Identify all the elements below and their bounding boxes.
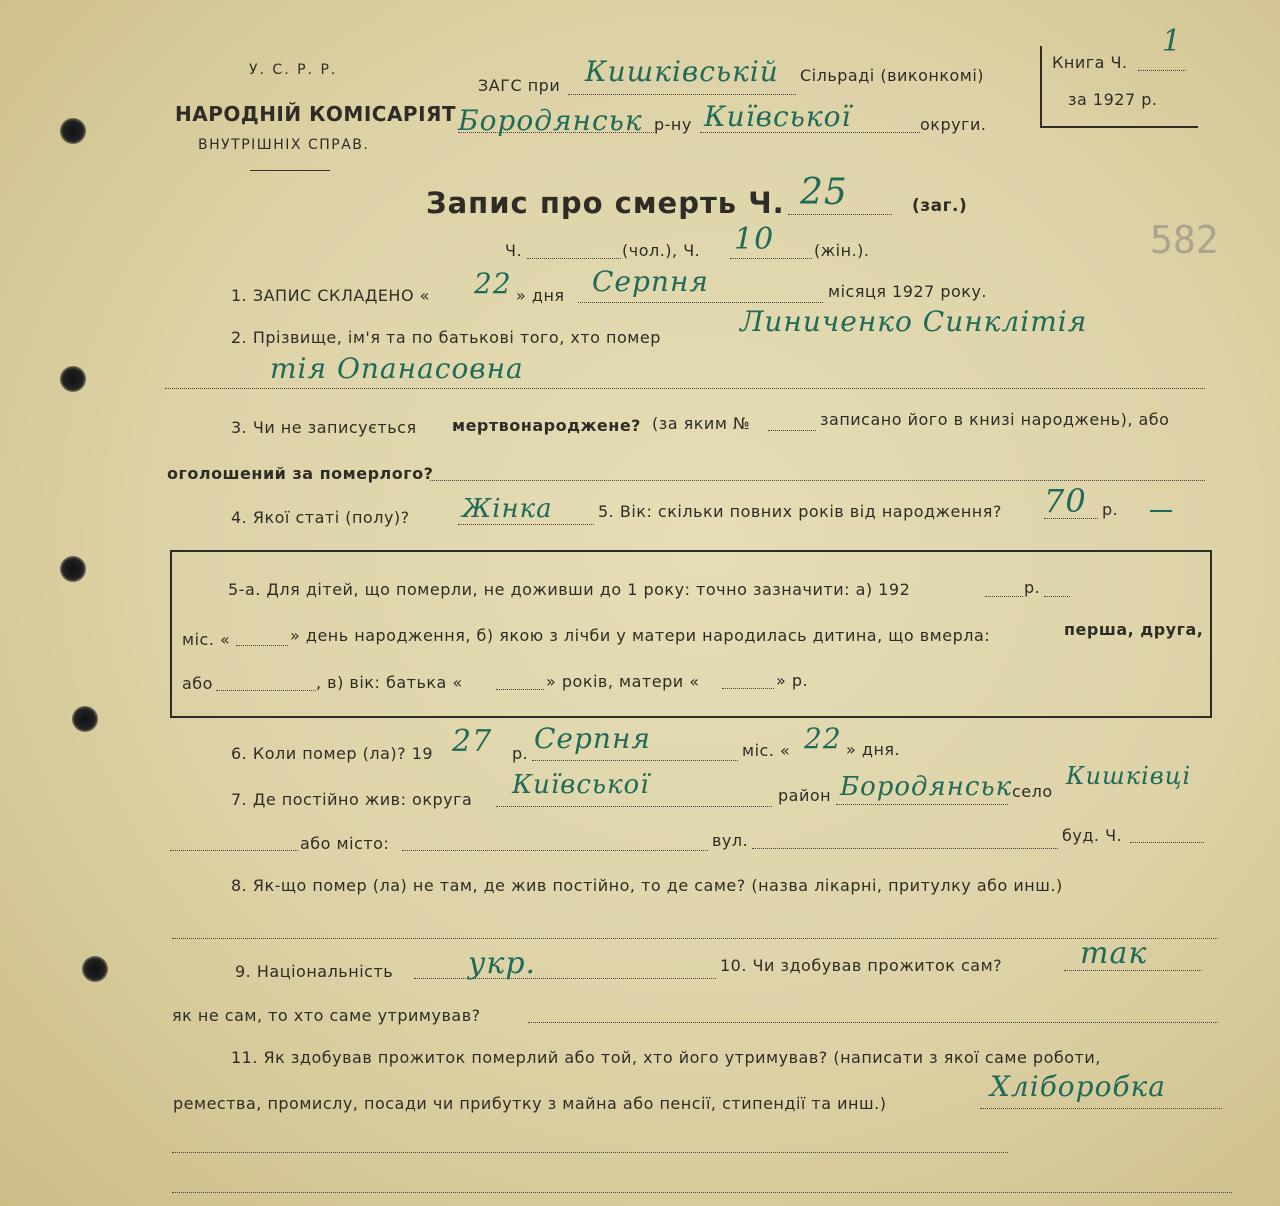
f6-month: Серпня bbox=[534, 722, 651, 755]
f11-line2: ремества, промислу, посади чи прибутку з майна або пенсії, стипендії та инш.) bbox=[173, 1094, 887, 1113]
f6-r: р. bbox=[512, 744, 529, 763]
f7-selo: село bbox=[1012, 782, 1053, 801]
rayon-name: Бородянськ bbox=[458, 104, 643, 137]
f7-label: 7. Де постійно жив: округа bbox=[231, 790, 473, 809]
f7-rayon-value: Бородянськ bbox=[840, 772, 1013, 802]
f5-dash bbox=[1150, 510, 1172, 512]
f3-line2: оголошений за померлого? bbox=[167, 464, 434, 483]
village-name: Кишківській bbox=[585, 55, 779, 88]
header-underline bbox=[250, 170, 330, 171]
f4-value: Жінка bbox=[462, 494, 553, 524]
f2-label: 2. Прізвище, ім'я та по батькові того, хто помер bbox=[231, 328, 661, 347]
record-number: 25 bbox=[800, 172, 848, 213]
f6-label: 6. Коли помер (ла)? 19 bbox=[231, 744, 434, 763]
f5a-line1: 5-а. Для дітей, що померли, не доживши до 1 року: точно зазначити: а) 192 bbox=[228, 580, 911, 599]
f10-value: так bbox=[1080, 936, 1148, 971]
book-number: 1 bbox=[1162, 24, 1183, 59]
punch-hole-2 bbox=[60, 366, 86, 392]
f1-prefix: 1. ЗАПИС СКЛАДЕНО « bbox=[231, 286, 430, 305]
f2-value-cont: тія Опанасовна bbox=[270, 352, 524, 385]
count-female: 10 bbox=[734, 222, 775, 257]
punch-hole-1 bbox=[60, 118, 86, 144]
f5a-line2-b: » день народження, б) якою з лічби у матери народилась дитина, що вмерла: bbox=[290, 626, 991, 645]
count-suffix: (жін.). bbox=[814, 241, 870, 260]
f5a-line3-c: » років, матери « bbox=[546, 672, 700, 691]
f5-value: 70 bbox=[1044, 482, 1087, 520]
f7-okruha: Київської bbox=[512, 770, 650, 800]
f3-b: мертвонароджене? bbox=[452, 416, 641, 435]
f2-value: Линиченко Синклітія bbox=[740, 305, 1088, 338]
f1-suffix: місяця 1927 року. bbox=[828, 282, 988, 301]
f5a-line2-a: міс. « bbox=[182, 630, 231, 649]
f11-value: Хліборобка bbox=[990, 1070, 1166, 1103]
f3-a: 3. Чи не записується bbox=[231, 418, 417, 437]
f10-line2: як не сам, то хто саме утримував? bbox=[172, 1006, 481, 1025]
republic-label: У. С. Р. Р. bbox=[249, 62, 338, 78]
count-male-label: (чол.), Ч. bbox=[622, 241, 701, 260]
f10-label: 10. Чи здобував прожиток сам? bbox=[720, 956, 1003, 975]
f6-day: 22 bbox=[804, 722, 842, 755]
commissariat-title: НАРОДНІЙ КОМІСАРІЯТ bbox=[175, 102, 457, 126]
record-suffix: (заг.) bbox=[912, 196, 968, 216]
f5-label: 5. Вік: скільки повних років від народження? bbox=[598, 502, 1002, 521]
f5a-line3-a: або bbox=[182, 674, 213, 693]
f7-line2-c: буд. Ч. bbox=[1062, 826, 1123, 845]
f7-selo-value: Кишківці bbox=[1066, 762, 1192, 790]
f6-suffix: » дня. bbox=[846, 740, 901, 759]
okruha-suffix: округи. bbox=[920, 115, 987, 134]
record-title: Запис про смерть Ч. bbox=[426, 186, 785, 220]
rayon-suffix: р-ну bbox=[654, 115, 692, 134]
f1-day: 22 bbox=[474, 267, 512, 300]
f1-mid: » дня bbox=[516, 286, 565, 305]
punch-hole-3 bbox=[60, 556, 86, 582]
f6-year: 27 bbox=[452, 724, 493, 759]
f4-label: 4. Якої статі (полу)? bbox=[231, 508, 410, 527]
zags-suffix: Сільраді (виконкомі) bbox=[800, 66, 985, 85]
f5-suffix: р. bbox=[1102, 500, 1119, 519]
punch-hole-4 bbox=[72, 706, 98, 732]
f5a-line3-d: » р. bbox=[776, 671, 809, 690]
f9-value: укр. bbox=[468, 946, 537, 981]
f6-mis: міс. « bbox=[742, 741, 791, 760]
f5a-line2-c: перша, друга, bbox=[1064, 620, 1204, 639]
okruha-name: Київської bbox=[704, 100, 852, 133]
f5a-line1-r: р. bbox=[1024, 578, 1041, 597]
f7-line2-a: або місто: bbox=[300, 834, 390, 853]
book-year: за 1927 р. bbox=[1068, 90, 1158, 109]
count-prefix: Ч. bbox=[505, 241, 523, 260]
f8-label: 8. Як-що помер (ла) не там, де жив постійно, то де саме? (назва лікарні, притулку або инш.) bbox=[231, 876, 1063, 895]
f5a-line3-b: , в) вік: батька « bbox=[316, 673, 463, 692]
f11-line1: 11. Як здобував прожиток померлий або той, хто його утримував? (написати з якої саме роботи, bbox=[231, 1048, 1101, 1067]
commissariat-subtitle: ВНУТРІШНІХ СПРАВ. bbox=[198, 137, 370, 153]
f7-line2-b: вул. bbox=[712, 831, 749, 850]
punch-hole-5 bbox=[82, 956, 108, 982]
f3-c: (за яким № bbox=[652, 414, 751, 433]
zags-prefix: ЗАГС при bbox=[478, 76, 561, 95]
f3-d: записано його в книзі народжень), або bbox=[820, 410, 1170, 429]
book-label: Книга Ч. bbox=[1052, 53, 1128, 72]
f9-label: 9. Національність bbox=[235, 962, 394, 981]
stamp-number: 582 bbox=[1150, 218, 1219, 262]
f1-month: Серпня bbox=[592, 265, 709, 298]
f7-rayon: район bbox=[778, 786, 832, 805]
